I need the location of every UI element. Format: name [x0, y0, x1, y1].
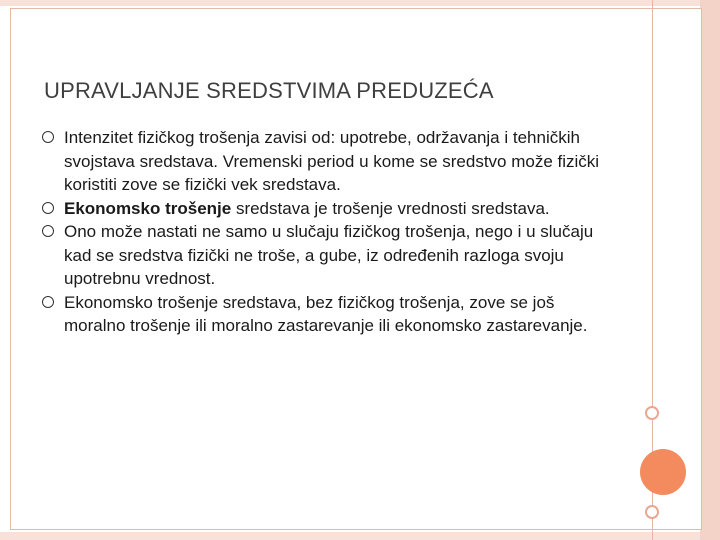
bullet-list [42, 126, 617, 338]
bullet-circle-icon [42, 202, 54, 214]
bullet-text: Ono može nastati ne samo u slučaju fizičkog trošenja, nego i u slučaju kad se sredstva fizički ne troše, a gube, iz određenih razloga svoju upotrebnu vrednost. [64, 222, 594, 288]
decorative-ring-bottom [645, 505, 659, 519]
decorative-ring-top [645, 406, 659, 420]
bullet-text: Intenzitet fizičkog trošenja zavisi od: upotrebe, održavanja i tehničkih svojstava sredstava. Vremenski period u kome se sredstvo može fizički koristiti zove se fizički vek sredstava. [64, 128, 600, 194]
bullet-item-2 [42, 197, 617, 221]
bullet-item-1 [42, 126, 617, 197]
bullet-bold-term: Ekonomsko trošenje [64, 198, 232, 218]
right-decorative-band [700, 0, 720, 540]
bullet-text: Ekonomsko trošenje sredstava, bez fizičkog trošenja, zove se još moralno trošenje ili moralno zastarevanje ili ekonomsko zastarevanje. [64, 292, 588, 335]
top-decorative-band [0, 0, 720, 6]
bullet-item-3 [42, 220, 617, 291]
bullet-circle-icon [42, 131, 54, 143]
bullet-circle-icon [42, 296, 54, 308]
bullet-circle-icon [42, 225, 54, 237]
bullet-item-4 [42, 291, 617, 338]
decorative-orange-dot [640, 449, 686, 495]
slide-title: UPRAVLJANJE SREDSTVIMA PREDUZEĆA [44, 78, 494, 103]
bullet-text: sredstava je trošenje vrednosti sredstava. [231, 198, 550, 218]
bottom-decorative-band [0, 532, 720, 540]
